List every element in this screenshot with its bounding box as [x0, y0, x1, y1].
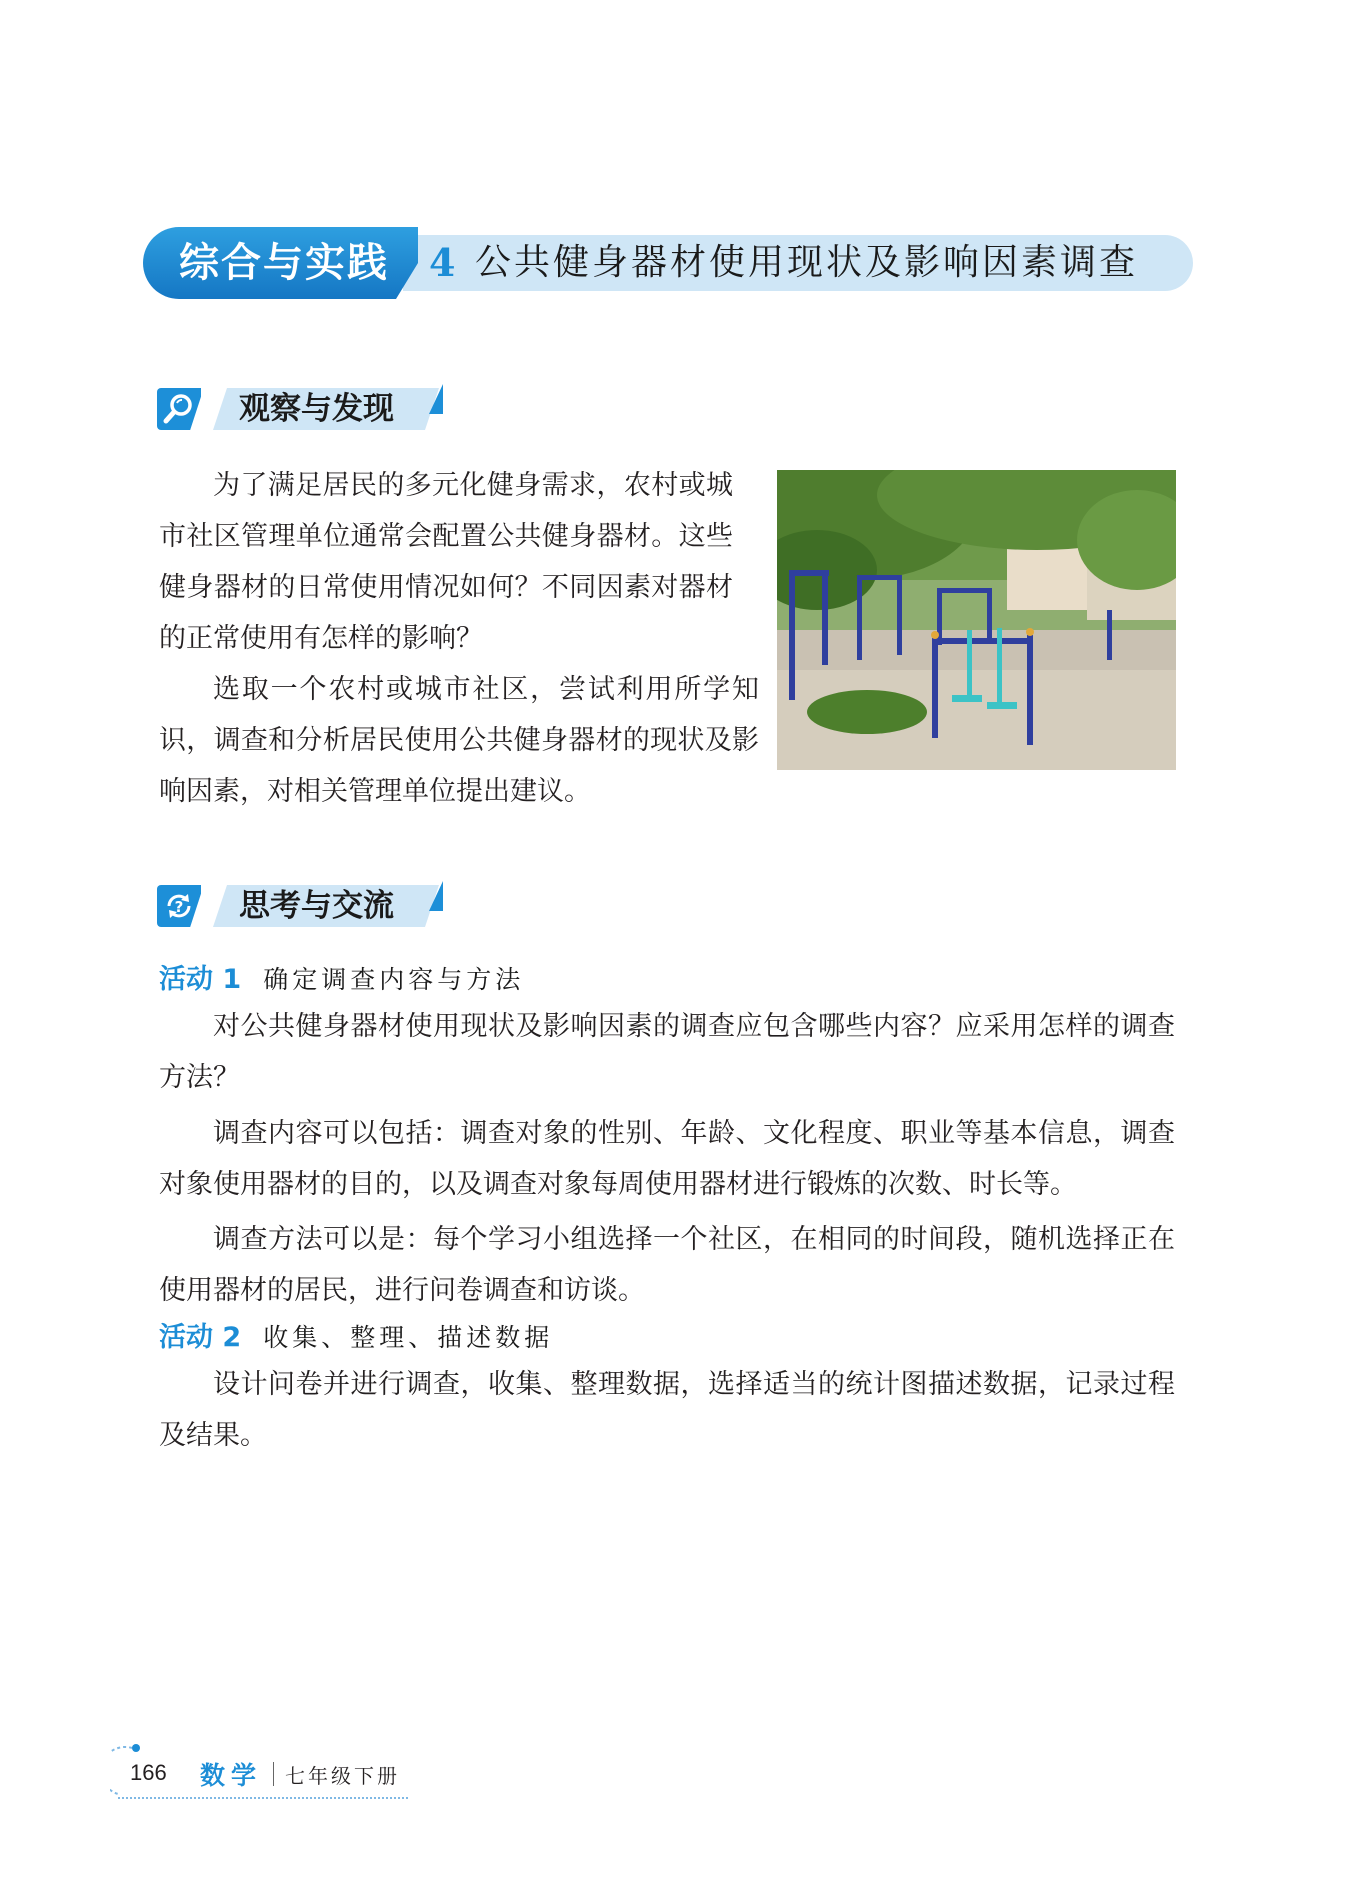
banner-label: 综合与实践	[179, 239, 389, 286]
paragraph-activity-1-content: 调查内容可以包括：调查对象的性别、年龄、文化程度、职业等基本信息，调查对象使用器材的目的，以及调查对象每周使用器材进行锻炼的次数、时长等。	[159, 1118, 1175, 1200]
footer-separator	[273, 1762, 274, 1786]
chapter-banner	[143, 227, 1193, 299]
page-footer	[110, 1742, 410, 1812]
activity-1-heading	[159, 960, 524, 1000]
paragraph-activity-2: 设计问卷并进行调查，收集、整理数据，选择适当的统计图描述数据，记录过程及结果。	[159, 1369, 1175, 1451]
footer-subject: 数学	[200, 1761, 263, 1790]
svg-text:?: ?	[174, 898, 184, 916]
paragraph-activity-1-method: 调查方法可以是：每个学习小组选择一个社区，在相同的时间段，随机选择正在使用器材的居民，进行问卷调查和访谈。	[159, 1224, 1175, 1306]
page-number: 166	[130, 1760, 167, 1785]
activity-title: 收集、整理、描述数据	[263, 1323, 554, 1352]
banner-title: 公共健身器材使用现状及影响因素调查	[475, 242, 1139, 283]
section-header-accent	[429, 881, 443, 911]
section-header-observe	[157, 384, 457, 434]
paragraph-activity-1-question: 对公共健身器材使用现状及影响因素的调查应包含哪些内容？应采用怎样的调查方法？	[159, 1011, 1175, 1093]
footer-dotted-rule	[118, 1797, 408, 1799]
banner-number: 4	[429, 240, 456, 285]
paragraph-intro: 为了满足居民的多元化健身需求，农村或城市社区管理单位通常会配置公共健身器材。这些健身器材的日常使用情况如何？不同因素对器材的正常使用有怎样的影响？	[159, 470, 733, 654]
footer-grade: 七年级下册	[285, 1764, 400, 1788]
activity-label: 活动 2	[159, 1322, 242, 1353]
fitness-equipment-photo	[777, 470, 1176, 770]
paragraph-task: 选取一个农村或城市社区，尝试利用所学知识，调查和分析居民使用公共健身器材的现状及影响因素，对相关管理单位提出建议。	[159, 674, 759, 807]
section-title: 观察与发现	[239, 391, 394, 427]
activity-title: 确定调查内容与方法	[263, 965, 525, 994]
section-title: 思考与交流	[239, 888, 394, 924]
activity-label: 活动 1	[159, 964, 242, 995]
section-header-accent	[429, 384, 443, 414]
section-header-think	[157, 881, 457, 931]
activity-2-heading	[159, 1318, 553, 1358]
